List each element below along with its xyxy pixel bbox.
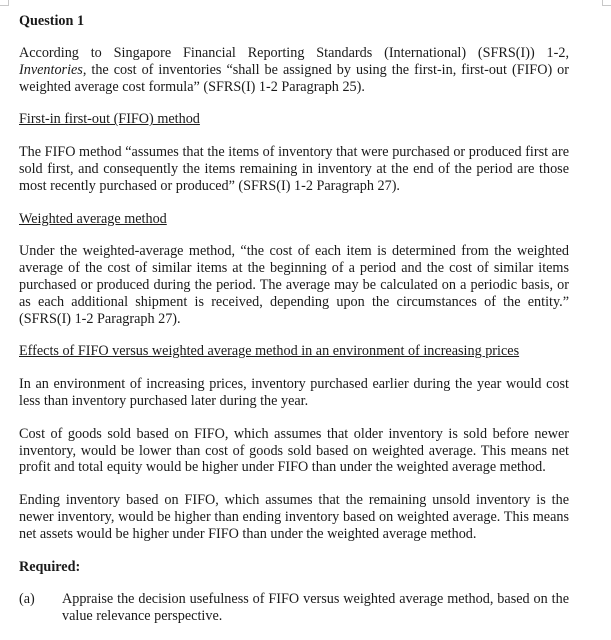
page-corner-mark-left xyxy=(0,0,9,6)
required-item-label: (a) xyxy=(19,591,35,608)
document-content xyxy=(19,13,569,625)
intro-standard-title: Inventories xyxy=(19,61,83,78)
weighted-average-paragraph: Under the weighted-average method, “the cost of each item is determined from the weighted average of the cost of similar items at the beginning of a period and the cost of similar items purchased or produced during the period. The average may be calculated on a periodic basis, or as each additional shipment is received, depending upon the circumstances of the entity.” (SFRS(I) 1-2 Paragraph 27). xyxy=(19,243,569,327)
effects-paragraph-1: In an environment of increasing prices, inventory purchased earlier during the year would cost less than inventory purchased later during the year. xyxy=(19,376,569,409)
weighted-average-heading: Weighted average method xyxy=(19,210,167,227)
page-corner-mark-right xyxy=(602,0,611,6)
effects-paragraph-2: Cost of goods sold based on FIFO, which assumes that older inventory is sold before newer inventory, would be lower than cost of goods sold based on weighted average. This means net profit and total equity would be higher under FIFO than under the weighted average method. xyxy=(19,425,569,476)
required-item-a xyxy=(19,591,569,625)
intro-paragraph xyxy=(19,45,569,95)
effects-heading: Effects of FIFO versus weighted average method in an environment of increasing prices xyxy=(19,343,520,360)
intro-text-part1: According to Singapore Financial Reporting Standards (International) (SFRS(I)) 1-2, xyxy=(19,45,569,61)
question-title: Question 1 xyxy=(19,13,85,29)
intro-text-part2: , the cost of inventories “shall be assigned by using the first-in, first-out (FIFO) or weighted average cost formula” (SFRS(I) 1-2 Paragraph 25). xyxy=(19,61,569,95)
fifo-paragraph: The FIFO method “assumes that the items of inventory that were purchased or produced first are sold first, and consequently the items remaining in inventory at the end of the period are those most recently purchased or produced” (SFRS(I) 1-2 Paragraph 27). xyxy=(19,144,569,194)
required-item-text: Appraise the decision usefulness of FIFO versus weighted average method, based on the value relevance perspective. xyxy=(62,591,569,625)
required-heading: Required: xyxy=(19,558,81,575)
effects-paragraph-3: Ending inventory based on FIFO, which assumes that the remaining unsold inventory is the newer inventory, would be higher than ending inventory based on weighted average. This means net assets would be higher under FIFO than under the weighted average method. xyxy=(19,492,569,542)
fifo-heading: First-in first-out (FIFO) method xyxy=(19,111,200,128)
